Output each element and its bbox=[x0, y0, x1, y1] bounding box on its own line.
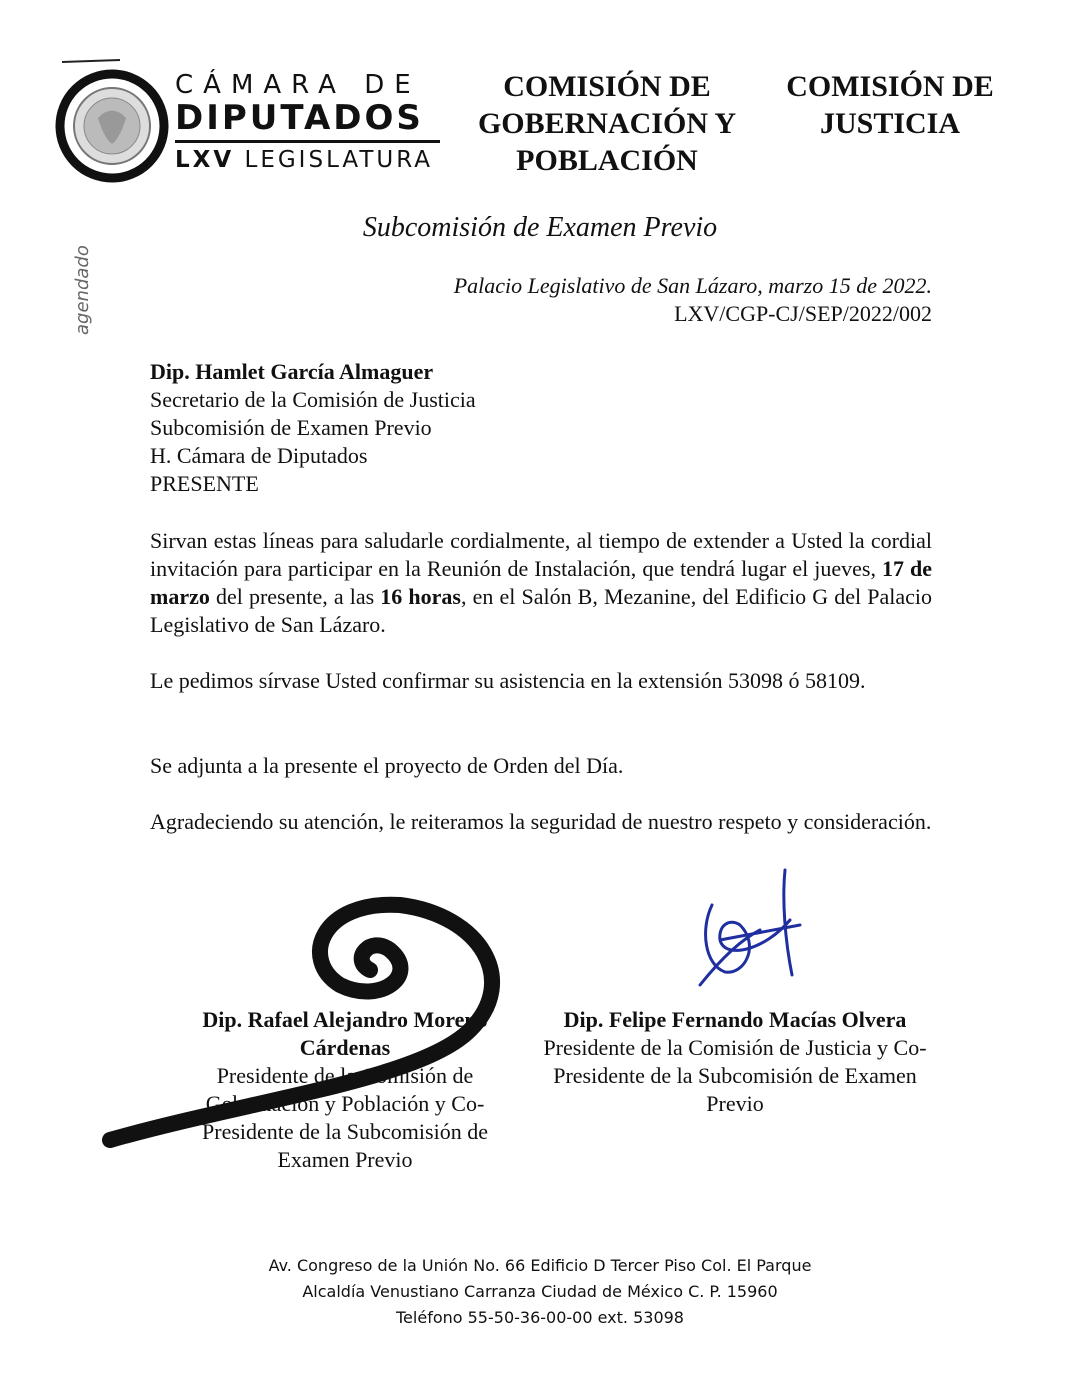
invitation-paragraph bbox=[150, 527, 932, 639]
logo-line-2: DIPUTADOS bbox=[175, 98, 424, 138]
closing-paragraph: Agradeciendo su atención, le reiteramos la seguridad de nuestro respeto y consideración. bbox=[150, 809, 932, 834]
commission-left-line: GOBERNACIÓN Y bbox=[477, 107, 737, 140]
commission-right-line: JUSTICIA bbox=[819, 107, 961, 140]
paragraph-text: Sirvan estas líneas para saludarle cordialmente, al tiempo de extender a Usted la cordial invitación para participar en la Reunión de Instalación, que tendrá lugar el jueves, bbox=[150, 528, 932, 581]
signature-right bbox=[700, 870, 800, 985]
addressee-line: Secretario de la Comisión de Justicia bbox=[150, 387, 476, 412]
signatory-name: Dip. Rafael Alejandro Moreno Cárdenas bbox=[202, 1007, 488, 1060]
coat-of-arms-seal-icon bbox=[50, 58, 170, 188]
addressee-name: Dip. Hamlet García Almaguer bbox=[150, 359, 434, 384]
logo-line-1: CÁMARA DE bbox=[175, 70, 421, 100]
document-folio: LXV/CGP-CJ/SEP/2022/002 bbox=[674, 301, 932, 326]
confirmation-paragraph: Le pedimos sírvase Usted confirmar su asistencia en la extensión 53098 ó 58109. bbox=[150, 668, 866, 693]
footer-line: Alcaldía Venustiano Carranza Ciudad de México C. P. 15960 bbox=[302, 1282, 778, 1301]
subcommission-title-text: Subcomisión de Examen Previo bbox=[362, 212, 718, 243]
place-date: Palacio Legislativo de San Lázaro, marzo 15 de 2022. bbox=[453, 273, 932, 298]
signatory-name: Dip. Felipe Fernando Macías Olvera bbox=[563, 1007, 907, 1032]
subcommission-title bbox=[0, 212, 1080, 244]
legislature-number: LXV bbox=[175, 147, 235, 173]
logo-line-3 bbox=[175, 140, 440, 175]
chamber-logo-text bbox=[175, 70, 440, 175]
commission-left-line: COMISIÓN DE bbox=[503, 70, 711, 103]
meeting-date: 17 de marzo bbox=[150, 556, 933, 609]
address-footer bbox=[0, 1253, 1080, 1331]
signatory-right bbox=[540, 1006, 930, 1118]
footer-line: Teléfono 55-50-36-00-00 ext. 53098 bbox=[396, 1308, 684, 1327]
addressee-line: H. Cámara de Diputados bbox=[150, 443, 368, 468]
addressee-line: PRESENTE bbox=[150, 471, 259, 496]
addressee-line: Subcomisión de Examen Previo bbox=[150, 415, 432, 440]
meeting-time: 16 horas bbox=[380, 584, 461, 609]
commission-justice-heading bbox=[770, 68, 1010, 142]
commission-left-line: POBLACIÓN bbox=[516, 144, 698, 177]
signatory-title: Presidente de la Comisión de Justicia y Co-Presidente de la Subcomisión de Examen Previo bbox=[543, 1035, 927, 1116]
handwritten-note: agendado bbox=[72, 245, 93, 335]
attachment-paragraph: Se adjunta a la presente el proyecto de Orden del Día. bbox=[150, 753, 624, 778]
footer-line: Av. Congreso de la Unión No. 66 Edificio D Tercer Piso Col. El Parque bbox=[268, 1256, 812, 1275]
legislature-label: LEGISLATURA bbox=[234, 147, 434, 173]
addressee-block bbox=[150, 358, 476, 498]
paragraph-text: del presente, a las bbox=[209, 584, 381, 609]
commission-governance-heading bbox=[462, 68, 752, 179]
paragraph-text: , en el Salón B, Mezanine, del Edificio G del Palacio Legislativo de San Lázaro. bbox=[150, 584, 933, 637]
signatory-left bbox=[170, 1006, 520, 1174]
commission-right-line: COMISIÓN DE bbox=[786, 70, 994, 103]
signatory-title: Presidente de la Comisión de Gobernación y Población y Co-Presidente de la Subcomisión de Examen Previo bbox=[202, 1063, 488, 1172]
